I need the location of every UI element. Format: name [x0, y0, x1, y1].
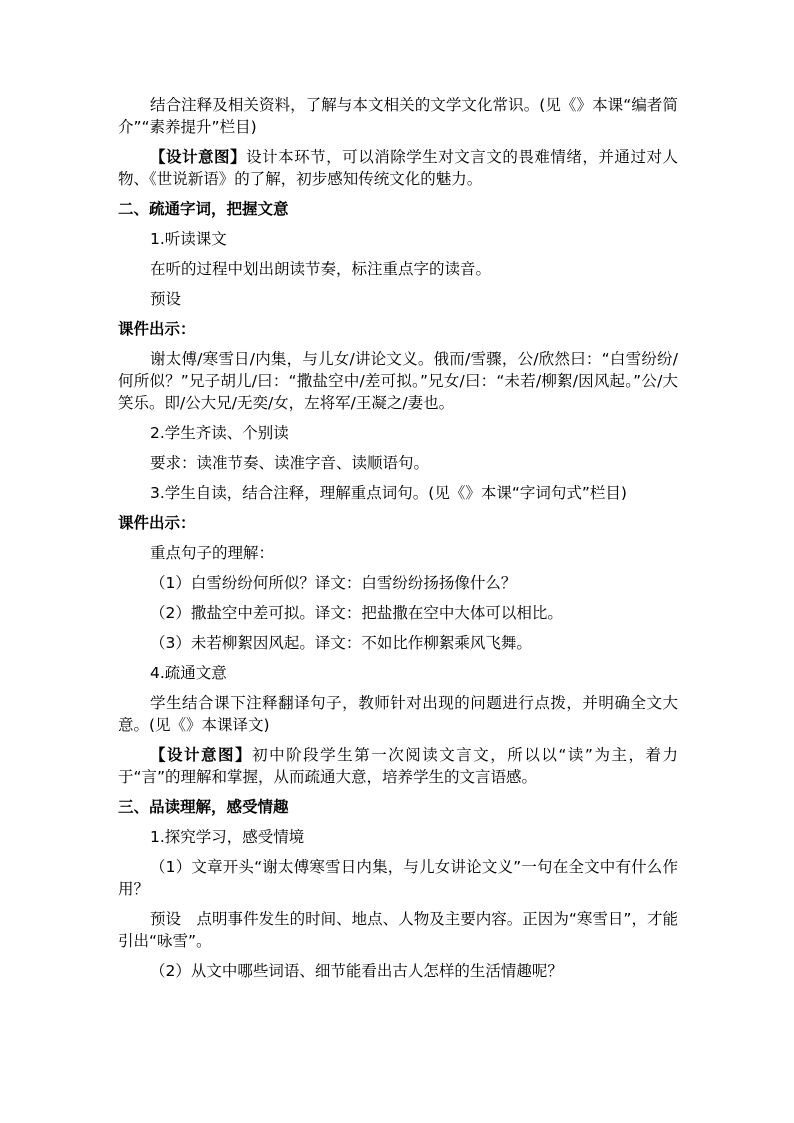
step-3-title: 3.学生自读，结合注释，理解重点词句。(见《》本课“字词句式”栏目)	[150, 484, 627, 502]
preset-label: 预设	[150, 290, 182, 308]
step-1-desc: 在听的过程中划出朗读节奏，标注重点字的读音。	[150, 260, 492, 278]
design-intent-label: 【设计意图】	[150, 746, 253, 764]
paragraph-intro: 结合注释及相关资料，了解与本文相关的文学文化常识。(见《》本课“编者简介”“素养提升”栏目)	[118, 96, 678, 136]
key-sentence-3: （3）未若柳絮因风起。译文：不如比作柳絮乘风飞舞。	[150, 634, 532, 652]
section-heading-3: 三、品读理解，感受情趣	[118, 798, 289, 816]
step-2-desc: 要求：读准节奏、读准字音、读顺语句。	[150, 454, 430, 472]
step-4-desc: 学生结合课下注释翻译句子，教师针对出现的问题进行点拨，并明确全文大意。(见《》本课译文)	[118, 694, 678, 734]
design-intent-2	[118, 744, 678, 788]
question-1: （1）文章开头“谢太傅寒雪日内集，与儿女讲论文义”一句在全文中有什么作用？	[118, 858, 678, 898]
task-1-title: 1.探究学习，感受情境	[150, 828, 305, 846]
answer-1: 预设 点明事件发生的时间、地点、人物及主要内容。正因为“寒雪日”，才能引出“咏雪”。	[118, 910, 678, 950]
step-1-title: 1.听读课文	[150, 230, 227, 248]
key-sentence-1: （1）白雪纷纷何所似？译文：白雪纷纷扬扬像什么？	[150, 574, 517, 592]
courseware-label-2: 课件出示：	[118, 514, 196, 532]
design-intent-label: 【设计意图】	[150, 148, 247, 166]
design-intent-text: 设计本环节，可以消除学生对文言文的畏难情绪，并通过对人物、《世说新语》的了解，初步感知传统文化的魅力。	[118, 148, 678, 188]
classical-passage: 谢太傅/寒雪日/内集，与儿女/讲论文义。俄而/雪骤，公/欣然曰：“白雪纷纷/何所似？”兄子胡儿/曰：“撒盐空中/差可拟。”兄女/曰：“未若/柳絮/因风起。”公/大笑乐。即/公大兄/无奕/女，左将军/王凝之/妻也。	[118, 350, 678, 412]
design-intent-text: 初中阶段学生第一次阅读文言文，所以以“读”为主，着力于“言”的理解和掌握，从而疏通大意，培养学生的文言语感。	[118, 746, 678, 786]
design-intent-1	[118, 146, 678, 190]
key-sentences-title: 重点句子的理解：	[150, 544, 275, 562]
document-body	[118, 94, 678, 990]
section-heading-2: 二、疏通字词，把握文意	[118, 200, 289, 218]
question-2: （2）从文中哪些词语、细节能看出古人怎样的生活情趣呢？	[150, 962, 563, 980]
key-sentence-2: （2）撒盐空中差可拟。译文：把盐撒在空中大体可以相比。	[150, 604, 563, 622]
step-2-title: 2.学生齐读、个别读	[150, 424, 289, 442]
courseware-label-1: 课件出示：	[118, 320, 196, 338]
step-4-title: 4.疏通文意	[150, 664, 227, 682]
